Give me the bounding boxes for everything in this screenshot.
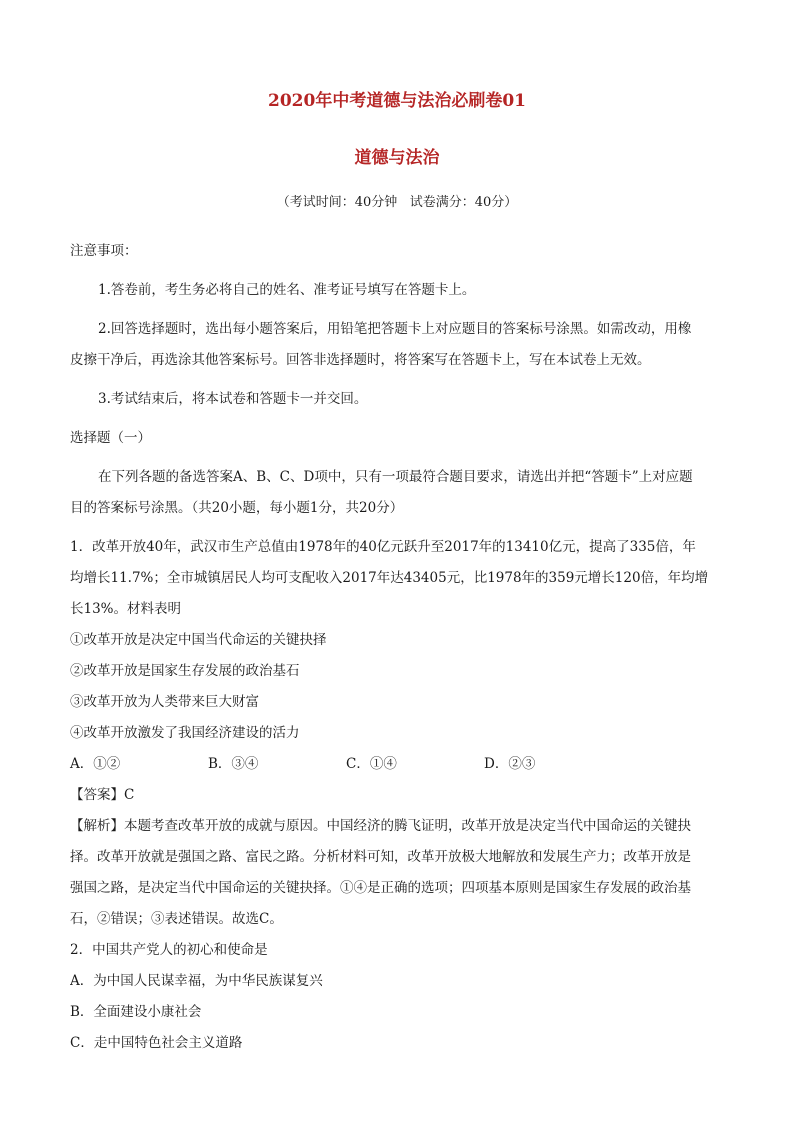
notice-item-1: 1.答卷前，考生务必将自己的姓名、准考证号填写在答题卡上。 <box>98 282 476 298</box>
q1-analysis-line-4: 石，②错误；③表述错误。故选C。 <box>70 911 283 927</box>
q1-analysis-line-3: 强国之路，是决定当代中国命运的关键抉择。①④是正确的选项；四项基本原则是国家生存发展的政治基 <box>70 880 691 896</box>
section-instruction-line-1: 在下列各题的备选答案A、B、C、D项中，只有一项最符合题目要求，请选出并把“答题卡”上对应题 <box>98 469 693 485</box>
q1-option-a: A．①② <box>70 756 121 772</box>
q1-option-c: C．①④ <box>346 756 397 772</box>
q1-option-d: D．②③ <box>484 756 536 772</box>
page-subtitle: 道德与法治 <box>354 148 440 168</box>
q1-statement-4: ④改革开放激发了我国经济建设的活力 <box>70 725 300 741</box>
q1-statement-2: ②改革开放是国家生存发展的政治基石 <box>70 663 300 679</box>
q1-analysis-line-1: 【解析】本题考查改革开放的成就与原因。中国经济的腾飞证明，改革开放是决定当代中国命运的关键抉 <box>70 818 691 834</box>
q1-stem-line-1: 1．改革开放40年，武汉市生产总值由1978年的40亿元跃升至2017年的13410亿元，提高了335倍，年 <box>70 539 696 555</box>
q2-option-b: B．全面建设小康社会 <box>70 1004 202 1020</box>
notice-heading: 注意事项： <box>70 243 138 259</box>
q1-statement-1: ①改革开放是决定中国当代命运的关键抉择 <box>70 632 327 648</box>
exam-info: （考试时间：40分钟 试卷满分：40分） <box>276 195 518 210</box>
q1-option-b: B．③④ <box>208 756 259 772</box>
notice-item-3: 3.考试结束后，将本试卷和答题卡一并交回。 <box>98 391 368 407</box>
page-title: 2020年中考道德与法治必刷卷01 <box>268 91 526 111</box>
document-body <box>70 236 730 1059</box>
q2-option-a: A．为中国人民谋幸福，为中华民族谋复兴 <box>70 973 323 989</box>
q1-statement-3: ③改革开放为人类带来巨大财富 <box>70 694 259 710</box>
section-instruction-line-2: 目的答案标号涂黑。（共20小题，每小题1分，共20分） <box>70 500 404 516</box>
section-heading: 选择题（一） <box>70 430 151 446</box>
q1-stem-line-2: 均增长11.7%；全市城镇居民人均可支配收入2017年达43405元，比1978年的359元增长120倍，年均增 <box>70 570 709 586</box>
notice-item-2-line-1: 2.回答选择题时，选出每小题答案后，用铅笔把答题卡上对应题目的答案标号涂黑。如需改动，用橡 <box>98 321 692 337</box>
q1-options <box>70 749 730 780</box>
q2-stem: 2．中国共产党人的初心和使命是 <box>70 942 268 958</box>
q1-stem-line-3: 长13%。材料表明 <box>70 601 182 617</box>
q1-answer: 【答案】C <box>70 787 135 803</box>
q1-analysis-line-2: 择。改革开放就是强国之路、富民之路。分析材料可知，改革开放极大地解放和发展生产力；改革开放是 <box>70 849 691 865</box>
q2-option-c: C．走中国特色社会主义道路 <box>70 1035 243 1051</box>
notice-item-2-line-2: 皮擦干净后，再选涂其他答案标号。回答非选择题时，将答案写在答题卡上，写在本试卷上无效。 <box>70 352 651 368</box>
